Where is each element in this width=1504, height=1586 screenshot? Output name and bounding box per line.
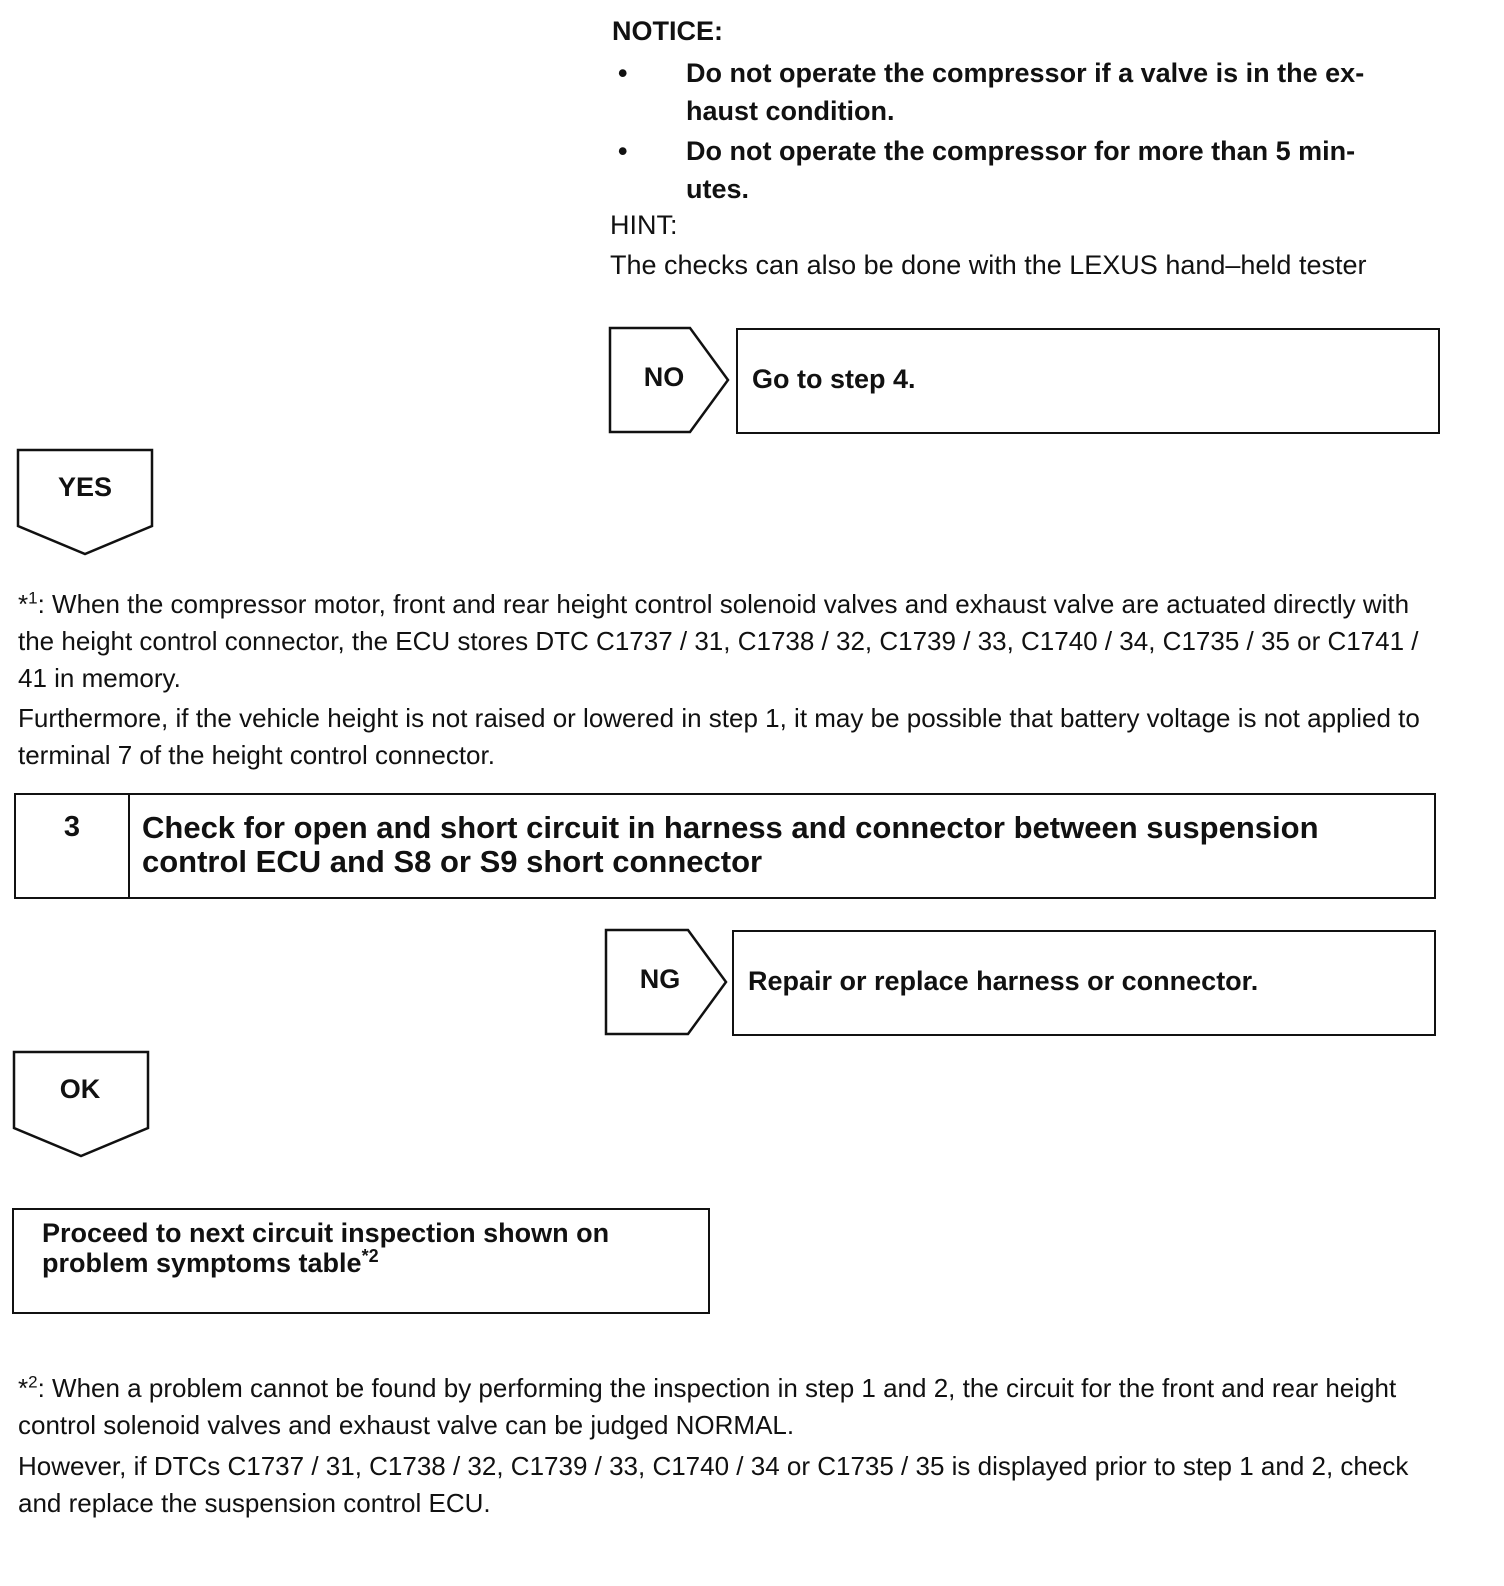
ng-label: NG — [639, 964, 681, 994]
proceed-text — [42, 1218, 702, 1278]
notice-item-line: haust condition. — [686, 96, 895, 126]
footnote-2-continued: However, if DTCs C1737 / 31, C1738 / 32, C1739 / 33, C1740 / 34 or C1735 / 35 is displayed prior to step 1 and 2, check and replace the suspension control ECU. — [18, 1451, 1409, 1518]
proceed-sup: *2 — [361, 1246, 379, 1266]
notice-title: NOTICE: — [612, 16, 723, 46]
footnote-sup: 1 — [28, 588, 38, 608]
proceed-label: Proceed to next circuit inspection shown on problem symptoms table — [42, 1218, 610, 1278]
yes-arrow-icon — [16, 448, 156, 558]
footnote-sup: 2 — [28, 1372, 38, 1392]
notice-item-line: utes. — [686, 174, 750, 204]
footnote-marker: * — [18, 1373, 29, 1403]
no-result-box — [736, 328, 1440, 434]
footnote-2 — [18, 1370, 1448, 1444]
hint-title: HINT: — [610, 210, 678, 240]
ng-result-box — [732, 930, 1436, 1036]
no-label: NO — [643, 362, 685, 392]
footnote-1-continued: Furthermore, if the vehicle height is not raised or lowered in step 1, it may be possible that battery voltage is not applied to terminal 7 of the height control connector. — [18, 703, 1420, 770]
ok-label: OK — [59, 1074, 101, 1104]
footnote-text: : When the compressor motor, front and rear height control solenoid valves and exhaust valve are actuated directly with the height control connector, the ECU stores DTC C1737 / 31, C1738 / 32, C1739 / 33, C1740 / 34, C1735 / 35 or C1741 / 41 in memory. — [18, 589, 1419, 693]
footnote-1 — [18, 586, 1448, 697]
yes-label: YES — [57, 472, 113, 502]
step-title: Check for open and short circuit in harness and connector between suspension control ECU and S8 or S9 short connector — [142, 810, 1319, 879]
ok-arrow-icon — [12, 1050, 152, 1160]
notice-item-line: Do not operate the compressor if a valve is in the ex- — [686, 58, 1365, 88]
step-number: 3 — [16, 795, 130, 897]
footnote-marker: * — [18, 589, 29, 619]
notice-item-text — [686, 132, 1446, 208]
notice-item — [618, 54, 1448, 134]
notice-item-line: Do not operate the compressor for more than 5 min- — [686, 136, 1356, 166]
notice-item — [618, 132, 1448, 212]
footnote-text: : When a problem cannot be found by performing the inspection in step 1 and 2, the circuit for the front and rear height control solenoid valves and exhaust valve can be judged NORMAL. — [18, 1373, 1397, 1440]
no-result-text: Go to step 4. — [752, 364, 916, 394]
bullet: • — [618, 136, 628, 166]
notice-item-text — [686, 54, 1446, 130]
ng-result-text: Repair or replace harness or connector. — [748, 966, 1259, 996]
proceed-box — [12, 1208, 710, 1314]
hint-text: The checks can also be done with the LEXUS hand–held tester — [610, 250, 1367, 280]
bullet: • — [618, 58, 628, 88]
step-3-box — [14, 793, 1436, 899]
